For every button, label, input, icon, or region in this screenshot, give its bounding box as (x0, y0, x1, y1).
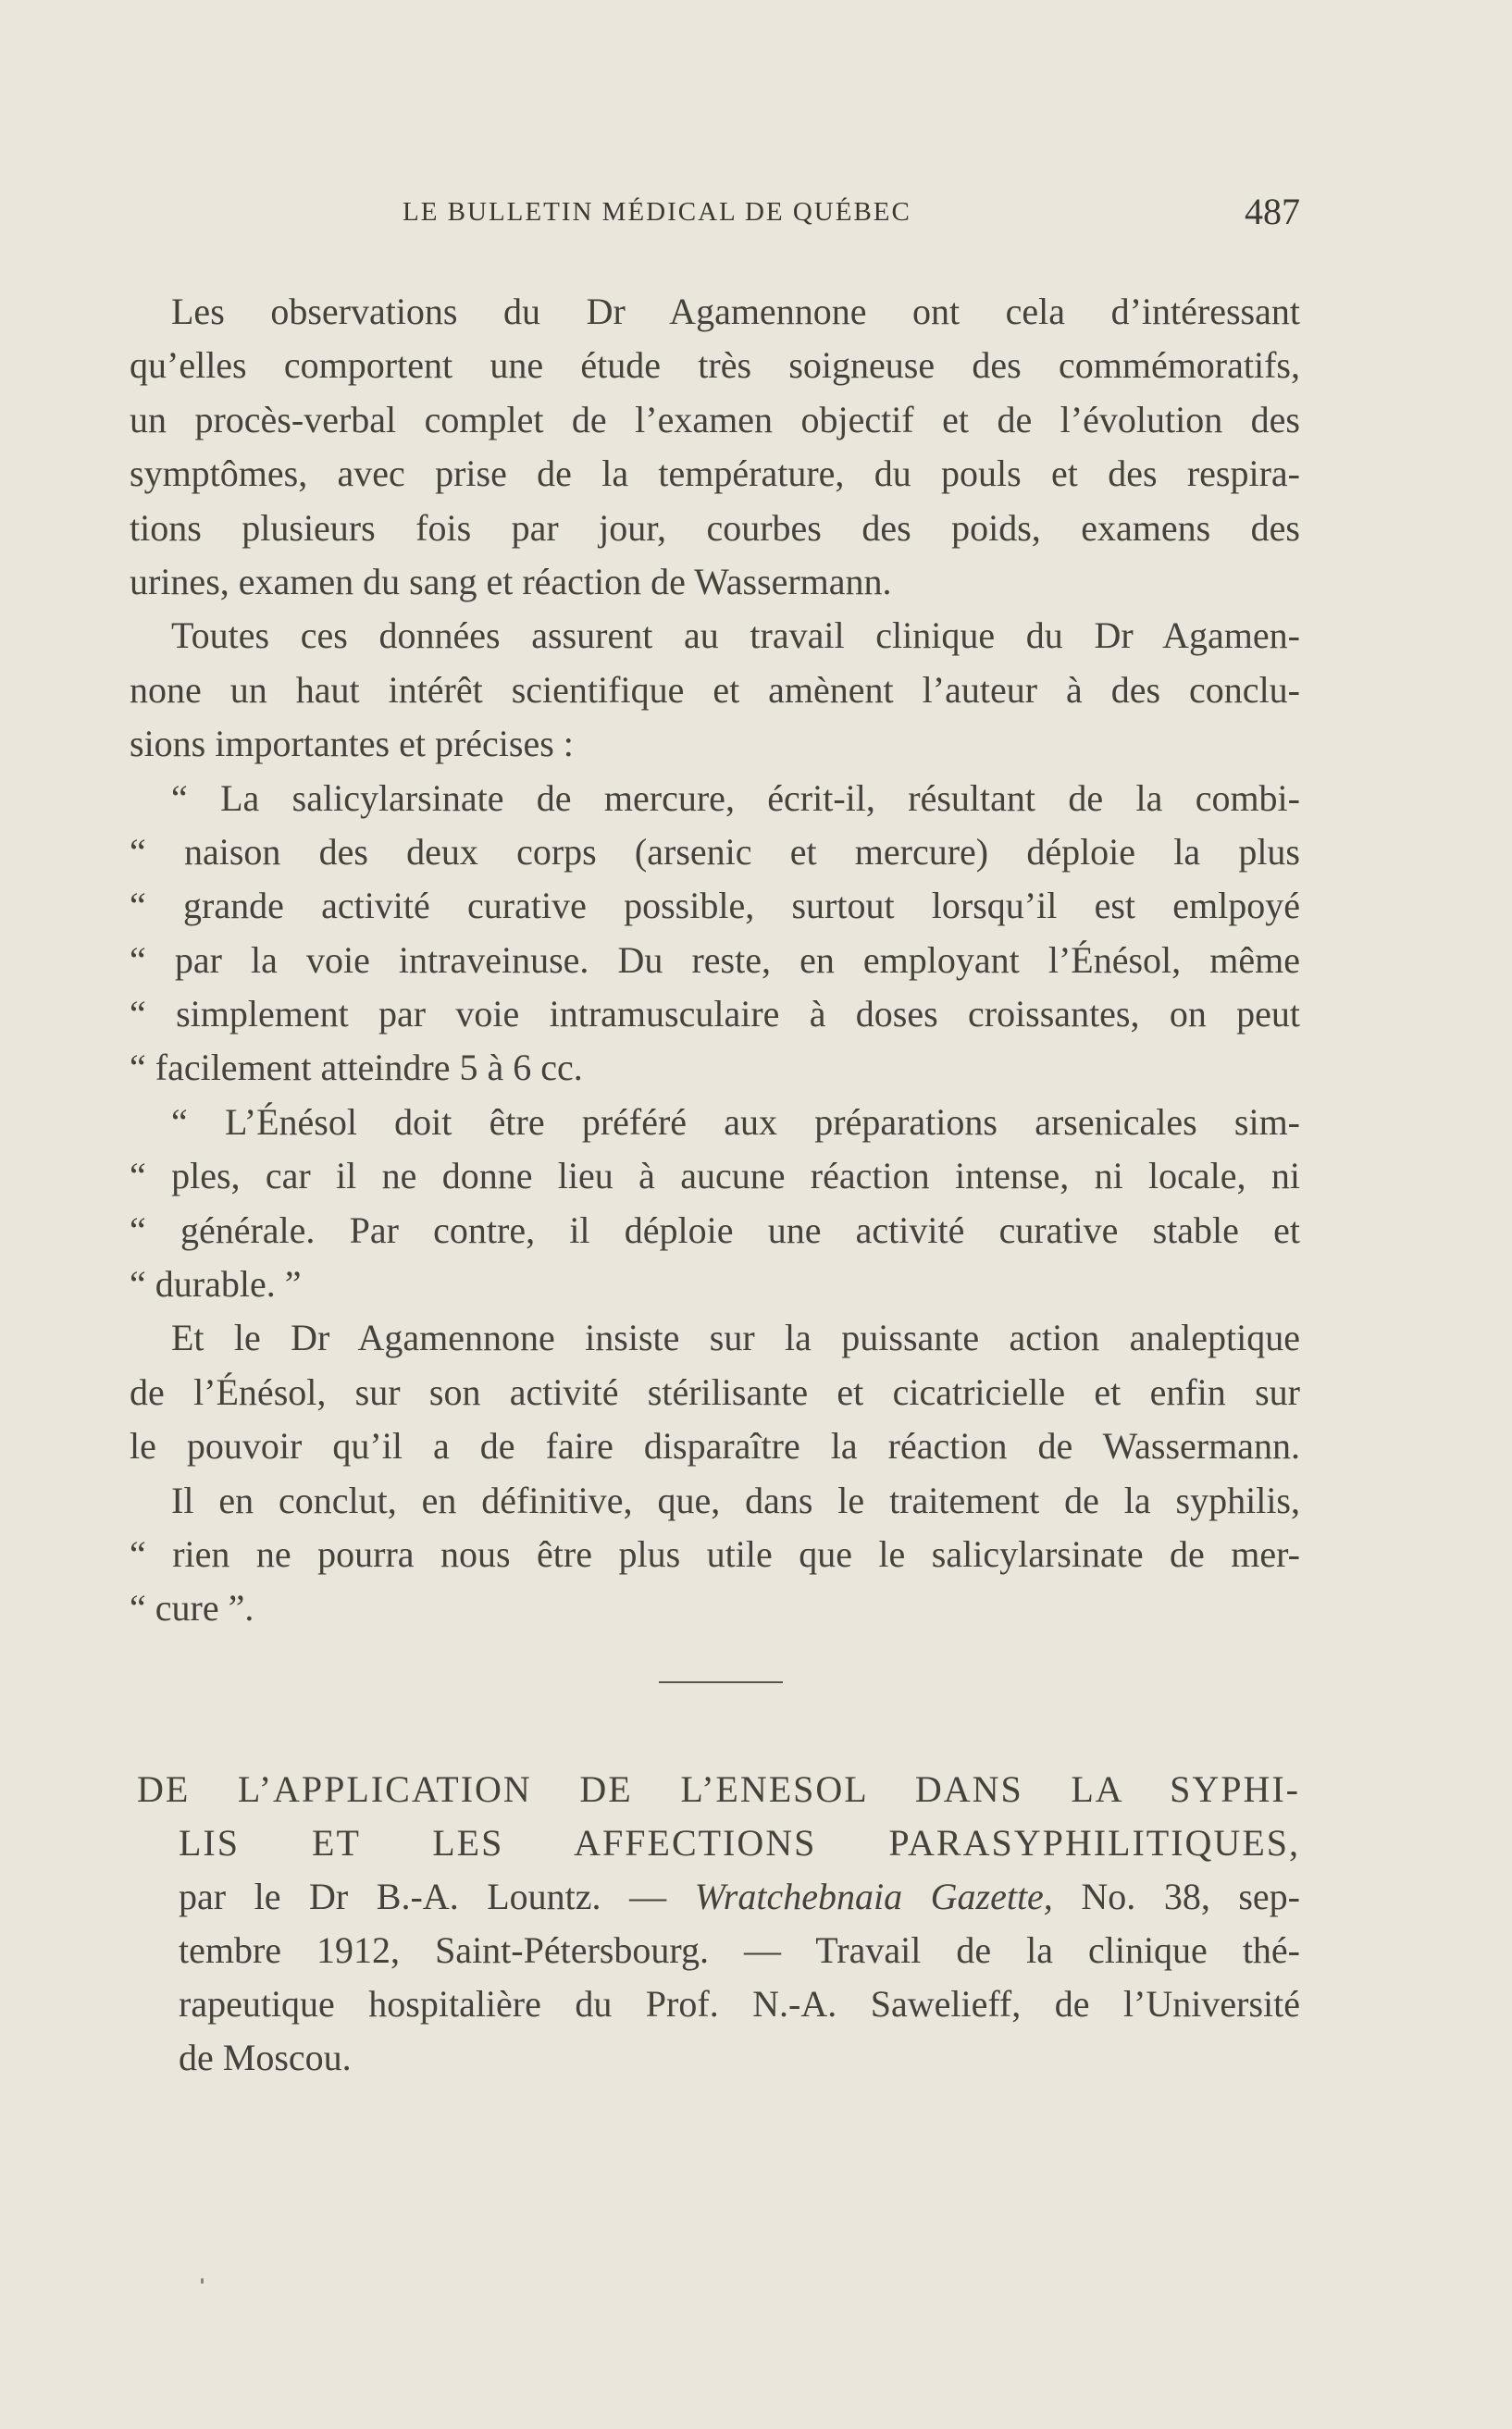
reference-issue: No. 38, sep- (1081, 1876, 1301, 1917)
page-header (130, 190, 1300, 245)
paragraph-line: urines, examen du sang et réaction de Wassermann. (130, 560, 892, 602)
paragraph-line: qu’elles comportent une étude très soigneuse des commémoratifs, (130, 344, 1300, 387)
quote-line: “ L’Énésol doit être préféré aux préparations arsenicales sim- (171, 1100, 1300, 1143)
paragraph-line: none un haut intérêt scientifique et amènent l’auteur à des conclu- (130, 668, 1300, 711)
quote-line: “ facilement atteindre 5 à 6 cc. (130, 1047, 583, 1089)
paragraph-line: “ rien ne pourra nous être plus utile que le salicylarsinate de mer- (130, 1532, 1300, 1575)
paragraph-line: sions importantes et précises : (130, 723, 574, 765)
reference-journal: Wratchebnaia Gazette, (694, 1876, 1053, 1917)
paragraph-line: symptômes, avec prise de la température, du pouls et des respira- (130, 452, 1300, 495)
paragraph-line: Toutes ces données assurent au travail clinique du Dr Agamen- (171, 614, 1300, 657)
reference-line (137, 1870, 1300, 1924)
quote-line: “ par la voie intraveinuse. Du reste, en employant l’Énésol, même (130, 938, 1300, 981)
quote-line: “ grande activité curative possible, surtout lorsqu’il est emlpoyé (130, 885, 1300, 927)
paper-speck (201, 2278, 204, 2284)
review-section (137, 1763, 1300, 2085)
section-divider (659, 1681, 783, 1683)
quote-line: “ simplement par voie intramusculaire à doses croissantes, on peut (130, 993, 1300, 1035)
paragraph-line: de l’Énésol, sur son activité stérilisante et cicatricielle et enfin sur (130, 1370, 1300, 1413)
reference-line: rapeutique hospitalière du Prof. N.-A. Sawelieff, de l’Université (179, 1983, 1300, 2025)
reference-line: de Moscou. (179, 2037, 352, 2078)
paragraph-line: Les observations du Dr Agamennone ont cela d’intéressant (171, 291, 1300, 332)
running-title: LE BULLETIN MÉDICAL DE QUÉBEC (403, 197, 911, 227)
reference-author: par le Dr B.-A. Lountz. — (179, 1876, 667, 1917)
reference-line: tembre 1912, Saint-Pétersbourg. — Travail de la clinique thé- (179, 1929, 1300, 1971)
quote-line: “ La salicylarsinate de mercure, écrit-il, résultant de la combi- (171, 776, 1300, 819)
paragraph-line: un procès-verbal complet de l’examen objectif et de l’évolution des (130, 398, 1300, 440)
page-number: 487 (1245, 191, 1300, 232)
quote-line: “ ples, car il ne donne lieu à aucune réaction intense, ni locale, ni (130, 1155, 1300, 1197)
quote-line: “ générale. Par contre, il déploie une activité curative stable et (130, 1208, 1300, 1251)
paragraph-line: Et le Dr Agamennone insiste sur la puissante action analeptique (171, 1317, 1300, 1359)
section-heading: LIS ET LES AFFECTIONS PARASYPHILITIQUES, (179, 1822, 1300, 1864)
article-body (130, 285, 1300, 1636)
paragraph-line: Il en conclut, en définitive, que, dans le traitement de la syphilis, (171, 1479, 1300, 1521)
section-heading: DE L’APPLICATION DE L’ENESOL DANS LA SYPHI- (137, 1768, 1300, 1810)
paragraph-line: tions plusieurs fois par jour, courbes des poids, examens des (130, 506, 1300, 549)
paragraph-line: le pouvoir qu’il a de faire disparaître la réaction de Wassermann. (130, 1425, 1300, 1468)
paragraph-line: “ cure ”. (130, 1587, 254, 1630)
quote-line: “ durable. ” (130, 1263, 302, 1306)
quote-line: “ naison des deux corps (arsenic et mercure) déploie la plus (130, 830, 1300, 873)
